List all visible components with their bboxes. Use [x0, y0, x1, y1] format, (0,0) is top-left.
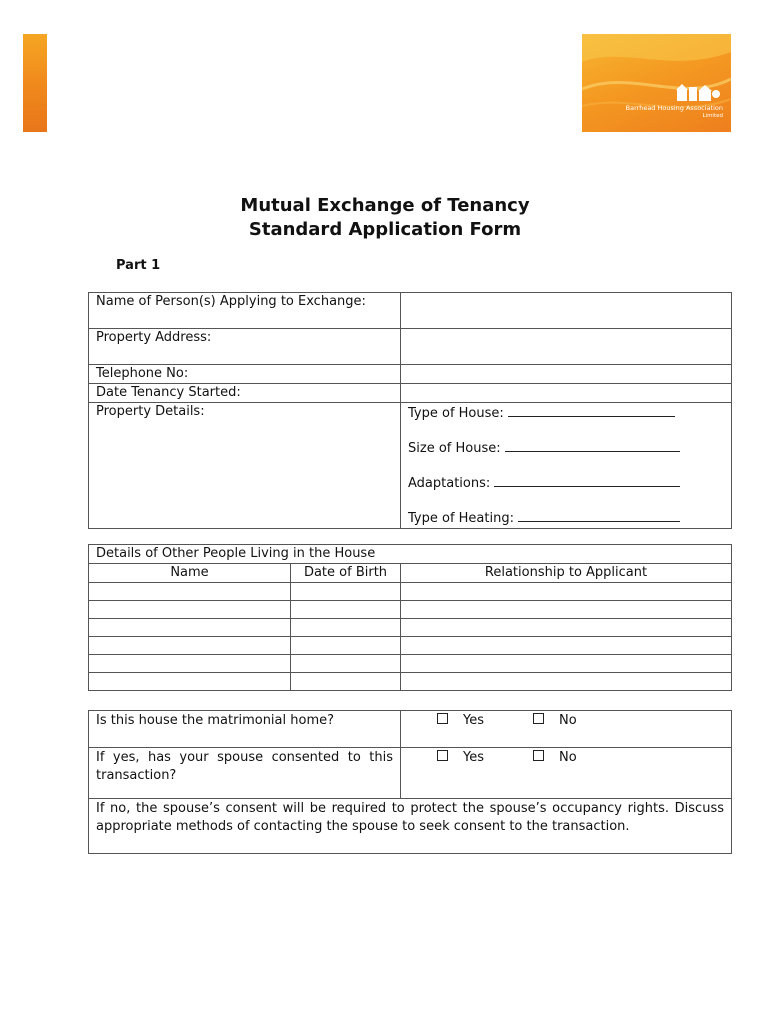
adaptations-field[interactable]: [494, 473, 680, 487]
checkbox-icon[interactable]: [437, 750, 448, 761]
type-of-heating-label: Type of Heating:: [408, 511, 514, 526]
dob-cell[interactable]: [291, 637, 401, 655]
table-row: [89, 655, 732, 673]
address-label: Property Address:: [89, 329, 401, 365]
adaptations-row: [408, 473, 724, 508]
col-relationship-header: Relationship to Applicant: [401, 564, 732, 583]
table-row: [89, 637, 732, 655]
size-of-house-label: Size of House:: [408, 441, 501, 456]
name-label: Name of Person(s) Applying to Exchange:: [89, 293, 401, 329]
name-cell[interactable]: [89, 583, 291, 601]
name-field[interactable]: [401, 293, 732, 329]
table-row: [89, 601, 732, 619]
option-yes[interactable]: [437, 712, 533, 730]
barrhead-logo: [582, 34, 731, 132]
no-label: No: [559, 713, 577, 728]
dob-cell[interactable]: [291, 601, 401, 619]
relationship-cell[interactable]: [401, 655, 732, 673]
telephone-field[interactable]: [401, 365, 732, 384]
property-details-cell: [401, 403, 732, 529]
name-cell[interactable]: [89, 637, 291, 655]
checkbox-icon[interactable]: [533, 750, 544, 761]
relationship-cell[interactable]: [401, 673, 732, 691]
matrimonial-options: [401, 711, 732, 748]
other-people-heading: Details of Other People Living in the House: [89, 545, 732, 564]
col-name-header: Name: [89, 564, 291, 583]
consent-note: If no, the spouse’s consent will be required to protect the spouse’s occupancy rights. Discuss appropriate methods of contacting the spouse to seek consent to the transaction.: [89, 799, 732, 854]
details-label: Property Details:: [89, 403, 401, 529]
date-field[interactable]: [401, 384, 732, 403]
table-row: [89, 583, 732, 601]
relationship-cell[interactable]: [401, 619, 732, 637]
type-of-heating-row: [408, 508, 724, 528]
name-cell[interactable]: [89, 673, 291, 691]
dob-cell[interactable]: [291, 583, 401, 601]
logo-subtitle: Limited: [702, 113, 723, 119]
table-row: [89, 619, 732, 637]
type-of-house-label: Type of House:: [408, 406, 504, 421]
size-of-house-field[interactable]: [505, 438, 680, 452]
yes-label: Yes: [463, 750, 484, 765]
logo-name: Barrhead Housing Association: [625, 104, 723, 112]
applicant-details-table: [88, 292, 732, 529]
telephone-label: Telephone No:: [89, 365, 401, 384]
dob-cell[interactable]: [291, 619, 401, 637]
option-no[interactable]: [533, 749, 629, 767]
type-of-house-field[interactable]: [508, 403, 675, 417]
option-no[interactable]: [533, 712, 629, 730]
consent-options: [401, 748, 732, 799]
relationship-cell[interactable]: [401, 601, 732, 619]
matrimonial-question: Is this house the matrimonial home?: [89, 711, 401, 748]
name-cell[interactable]: [89, 619, 291, 637]
matrimonial-table: [88, 710, 732, 854]
name-cell[interactable]: [89, 601, 291, 619]
option-yes[interactable]: [437, 749, 533, 767]
checkbox-icon[interactable]: [437, 713, 448, 724]
orange-side-bar: [23, 34, 47, 132]
yes-label: Yes: [463, 713, 484, 728]
name-cell[interactable]: [89, 655, 291, 673]
checkbox-icon[interactable]: [533, 713, 544, 724]
dob-cell[interactable]: [291, 655, 401, 673]
col-dob-header: Date of Birth: [291, 564, 401, 583]
title-line-1: Mutual Exchange of Tenancy: [240, 195, 530, 216]
type-of-heating-field[interactable]: [518, 508, 680, 522]
address-field[interactable]: [401, 329, 732, 365]
dob-cell[interactable]: [291, 673, 401, 691]
relationship-cell[interactable]: [401, 637, 732, 655]
part-label: Part 1: [116, 258, 161, 273]
no-label: No: [559, 750, 577, 765]
relationship-cell[interactable]: [401, 583, 732, 601]
size-of-house-row: [408, 438, 724, 473]
title-line-2: Standard Application Form: [248, 219, 522, 240]
adaptations-label: Adaptations:: [408, 476, 491, 491]
date-label: Date Tenancy Started:: [89, 384, 401, 403]
other-people-table: [88, 544, 732, 691]
table-row: [89, 673, 732, 691]
type-of-house-row: [408, 403, 724, 438]
consent-question: If yes, has your spouse consented to this transaction?: [89, 748, 401, 799]
